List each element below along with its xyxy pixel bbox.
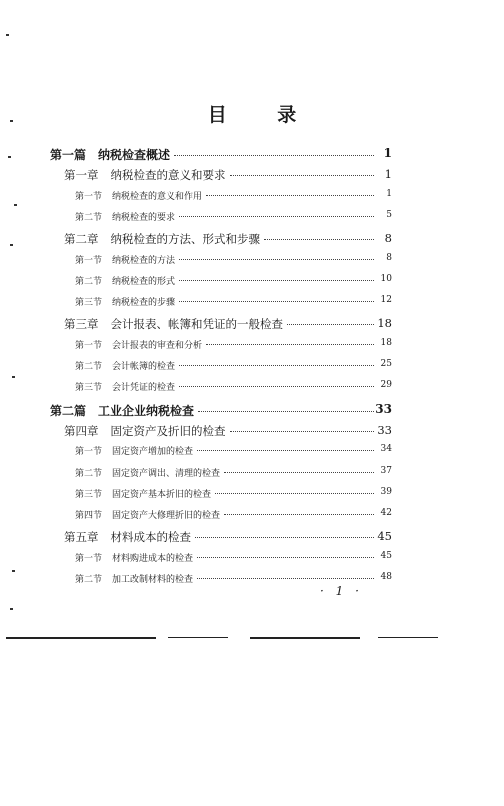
toc-entry	[64, 231, 392, 247]
toc-entry-number: 第三节	[75, 489, 103, 500]
toc-entry-title: 材料购进成本的检查	[112, 553, 194, 564]
toc-dot-leader	[230, 175, 375, 176]
toc-entry-page: 34	[380, 444, 392, 455]
toc-dot-leader	[179, 365, 374, 366]
toc-entry-number: 第一节	[75, 553, 103, 564]
toc-entry-page: 25	[380, 359, 392, 369]
toc-dot-leader	[197, 578, 374, 579]
toc-entry	[75, 486, 392, 500]
toc-entry-number: 第二节	[75, 276, 103, 287]
toc-entry-number: 第一节	[75, 255, 103, 266]
toc-entry-title: 固定资产基本折旧的检查	[112, 489, 212, 500]
toc-entry	[75, 252, 392, 266]
toc-entry-number: 第二节	[75, 468, 103, 479]
toc-dot-leader	[179, 280, 374, 281]
toc-dot-leader	[198, 411, 374, 412]
scan-edge-line	[378, 637, 438, 638]
scan-speck	[12, 570, 15, 572]
toc-dot-leader	[224, 472, 374, 473]
toc-entry-title: 会计报表、帐簿和凭证的一般检查	[110, 317, 283, 332]
toc-entry	[75, 444, 392, 458]
toc-entry	[75, 550, 392, 564]
toc-entry	[75, 295, 392, 309]
toc-entry-page: 5	[386, 209, 392, 220]
toc-entry-number: 第一节	[75, 340, 103, 351]
toc-entry-page: 45	[380, 550, 392, 561]
scan-speck	[6, 34, 9, 36]
toc-entry-title: 纳税检查概述	[98, 148, 171, 162]
scan-edge-line	[6, 637, 156, 639]
toc-dot-leader	[287, 324, 374, 325]
toc-dot-leader	[179, 386, 374, 387]
toc-entry-title: 会计凭证的检查	[112, 383, 176, 394]
toc-entry-title: 纳税检查的要求	[112, 212, 176, 223]
toc-entry-number: 第一节	[75, 447, 103, 458]
toc-entry-title: 固定资产调出、清理的检查	[112, 468, 221, 479]
toc-entry-page: 33	[377, 422, 392, 437]
toc-entry-title: 会计帐簿的检查	[112, 362, 176, 372]
toc-dot-leader	[179, 216, 374, 217]
toc-entry	[75, 508, 392, 522]
toc-entry	[64, 529, 392, 545]
toc-entry-number: 第一章	[64, 168, 99, 183]
toc-entry	[64, 316, 392, 332]
toc-entry-number: 第三章	[64, 317, 99, 332]
page-title: 目 录	[207, 104, 319, 126]
toc-entry-page: 39	[380, 486, 392, 497]
toc-entry	[75, 337, 392, 351]
toc-entry-title: 纳税检查的步骤	[112, 298, 176, 309]
toc-entry	[50, 401, 392, 419]
toc-entry-number: 第一篇	[50, 148, 87, 162]
scan-speck	[10, 244, 13, 246]
toc-entry	[75, 188, 392, 202]
toc-entry-title: 纳税检查的意义和要求	[110, 168, 226, 183]
toc-entry-page: 1	[383, 146, 392, 160]
toc-entry-number: 第四节	[75, 511, 103, 522]
toc-entry	[75, 359, 392, 372]
toc-dot-leader	[197, 557, 374, 558]
toc-entry-number: 第二节	[75, 212, 103, 223]
toc-entry-number: 第五章	[64, 530, 99, 545]
page-number: · 1 ·	[320, 584, 363, 598]
toc-entry	[50, 146, 392, 163]
toc-entry-page: 10	[380, 273, 392, 284]
toc-entry	[75, 465, 392, 479]
toc-entry-page: 1	[384, 167, 392, 182]
toc-entry	[64, 422, 392, 439]
toc-dot-leader	[224, 514, 374, 515]
toc-entry-page: 42	[380, 508, 392, 519]
toc-entry-page: 37	[380, 465, 392, 476]
scan-edge-line	[168, 637, 228, 638]
toc-entry-title: 加工改制材料的检查	[112, 575, 194, 585]
toc-dot-leader	[206, 195, 374, 196]
toc-entry-page: 12	[380, 295, 392, 306]
toc-entry-number: 第二节	[75, 575, 103, 585]
toc-entry-page: 18	[380, 337, 392, 348]
toc-entry-page: 8	[386, 252, 392, 263]
toc-entry-page: 29	[380, 380, 392, 391]
scan-speck	[14, 204, 17, 206]
toc-entry-page: 33	[375, 401, 392, 416]
toc-dot-leader	[264, 239, 374, 240]
toc-dot-leader	[230, 431, 375, 432]
scan-speck	[10, 120, 13, 122]
scan-speck	[10, 608, 13, 610]
toc-entry-number: 第二篇	[50, 403, 87, 418]
toc-dot-leader	[206, 344, 374, 345]
toc-entry-title: 会计报表的审查和分析	[112, 340, 203, 351]
toc-entry-page: 45	[377, 529, 392, 544]
scan-edge-line	[250, 637, 360, 639]
toc-entry-title: 材料成本的检查	[110, 530, 191, 545]
toc-entry	[75, 380, 392, 394]
toc-entry-title: 纳税检查的方法	[112, 255, 176, 266]
toc-entry-number: 第二节	[75, 362, 103, 372]
toc-entry-page: 1	[386, 188, 392, 199]
toc-dot-leader	[174, 155, 374, 156]
toc-entry	[75, 209, 392, 223]
toc-dot-leader	[179, 259, 374, 260]
toc-entry-page: 48	[380, 572, 392, 582]
toc-dot-leader	[195, 537, 374, 538]
toc-entry-number: 第三节	[75, 298, 103, 309]
toc-dot-leader	[215, 493, 374, 494]
toc-entry-title: 固定资产增加的检查	[112, 447, 194, 458]
scan-speck	[8, 156, 11, 158]
toc-entry-title: 纳税检查的意义和作用	[112, 191, 203, 202]
toc-entry	[64, 167, 392, 183]
toc-dot-leader	[179, 301, 374, 302]
toc-entry-number: 第四章	[64, 423, 99, 438]
toc-entry	[75, 273, 392, 287]
toc-entry-title: 工业企业纳税检查	[98, 403, 195, 418]
toc-entry-page: 8	[384, 231, 392, 246]
toc-entry-title: 固定资产大修理折旧的检查	[112, 511, 221, 522]
toc-entry-title: 纳税检查的形式	[112, 276, 176, 287]
toc-entry-number: 第一节	[75, 191, 103, 202]
toc-dot-leader	[197, 450, 374, 451]
scan-speck	[12, 376, 15, 378]
toc-entry-title: 纳税检查的方法、形式和步骤	[110, 232, 260, 247]
toc-entry-number: 第三节	[75, 383, 103, 394]
toc-entry-page: 18	[377, 316, 392, 331]
toc-entry-number: 第二章	[64, 232, 99, 247]
toc-entry-title: 固定资产及折旧的检查	[110, 423, 226, 438]
